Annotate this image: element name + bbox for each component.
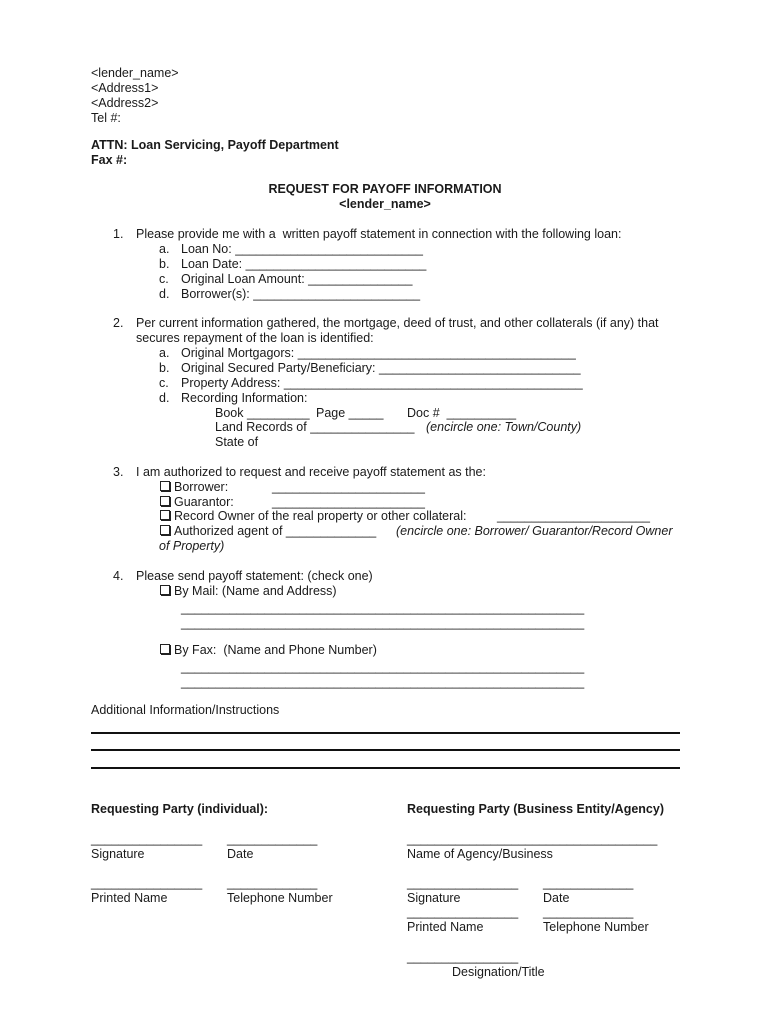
entity-date-label: Date bbox=[543, 891, 570, 905]
designation-line[interactable]: ________________ bbox=[407, 950, 519, 964]
s1-letter-a: a. bbox=[159, 242, 170, 256]
guarantor-label: Guarantor: bbox=[174, 495, 234, 509]
tel-label: Tel #: bbox=[91, 111, 121, 125]
address2-placeholder: <Address2> bbox=[91, 96, 159, 110]
by-fax-option[interactable] bbox=[160, 643, 377, 658]
agency-name-line[interactable]: ____________________________________ bbox=[407, 832, 658, 846]
record-owner-line[interactable]: ______________________ bbox=[497, 509, 650, 523]
land-records-field[interactable]: Land Records of _______________ bbox=[215, 420, 415, 434]
authorized-agent-option[interactable] bbox=[160, 524, 376, 539]
recording-information-label: Recording Information: bbox=[181, 391, 308, 405]
checkbox-icon[interactable] bbox=[160, 525, 170, 535]
s1-letter-b: b. bbox=[159, 257, 170, 271]
individual-printed-name-line[interactable]: ________________ bbox=[91, 876, 203, 890]
guarantor-line[interactable]: ______________________ bbox=[272, 495, 425, 509]
borrower-option[interactable] bbox=[160, 480, 228, 495]
encircle-agent-note: (encircle one: Borrower/ Guarantor/Record Owner bbox=[396, 524, 673, 538]
address1-placeholder: <Address1> bbox=[91, 81, 159, 95]
individual-printed-name-label: Printed Name bbox=[91, 891, 168, 905]
individual-signature-label: Signature bbox=[91, 847, 145, 861]
borrower-label: Borrower: bbox=[174, 480, 229, 494]
encircle-agent-note-cont: of Property) bbox=[159, 539, 225, 553]
s2-letter-a: a. bbox=[159, 346, 170, 360]
additional-info-line-3[interactable] bbox=[91, 767, 680, 769]
secured-party-field[interactable]: Original Secured Party/Beneficiary: _____________________________ bbox=[181, 361, 581, 375]
checkbox-icon[interactable] bbox=[160, 644, 170, 654]
mail-line-2[interactable]: __________________________________________________________ bbox=[181, 616, 585, 630]
page-field[interactable]: Page _____ bbox=[316, 406, 384, 420]
form-subtitle: <lender_name> bbox=[339, 197, 431, 211]
entity-signature-line[interactable]: ________________ bbox=[407, 876, 519, 890]
loan-no-field[interactable]: Loan No: ___________________________ bbox=[181, 242, 423, 256]
s1-letter-d: d. bbox=[159, 287, 170, 301]
s1-letter-c: c. bbox=[159, 272, 169, 286]
property-address-field[interactable]: Property Address: ___________________________________________ bbox=[181, 376, 583, 390]
by-fax-label: By Fax: (Name and Phone Number) bbox=[174, 643, 377, 657]
checkbox-icon[interactable] bbox=[160, 496, 170, 506]
borrowers-field[interactable]: Borrower(s): ________________________ bbox=[181, 287, 421, 301]
s2-letter-d: d. bbox=[159, 391, 170, 405]
section2-number: 2. bbox=[113, 316, 124, 330]
book-field[interactable]: Book _________ bbox=[215, 406, 310, 420]
checkbox-icon[interactable] bbox=[160, 481, 170, 491]
entity-printed-name-line[interactable]: ________________ bbox=[407, 905, 519, 919]
individual-heading: Requesting Party (individual): bbox=[91, 802, 269, 816]
state-of-label: State of bbox=[215, 435, 259, 449]
section3-text: I am authorized to request and receive payoff statement as the: bbox=[136, 465, 486, 479]
additional-info-label: Additional Information/Instructions bbox=[91, 703, 280, 717]
guarantor-option[interactable] bbox=[160, 495, 234, 510]
individual-signature-line[interactable]: ________________ bbox=[91, 832, 203, 846]
additional-info-line-2[interactable] bbox=[91, 749, 680, 751]
encircle-town-county-note: (encircle one: Town/County) bbox=[426, 420, 582, 434]
entity-printed-name-label: Printed Name bbox=[407, 920, 484, 934]
entity-heading: Requesting Party (Business Entity/Agency) bbox=[407, 802, 665, 816]
additional-info-line-1[interactable] bbox=[91, 732, 680, 734]
section2-text-line1: Per current information gathered, the mortgage, deed of trust, and other collaterals (if any) that bbox=[136, 316, 659, 330]
entity-telephone-line[interactable]: _____________ bbox=[543, 905, 634, 919]
doc-field[interactable]: Doc # __________ bbox=[407, 406, 517, 420]
fax-label: Fax #: bbox=[91, 153, 128, 167]
by-mail-label: By Mail: (Name and Address) bbox=[174, 584, 337, 598]
individual-telephone-line[interactable]: _____________ bbox=[227, 876, 318, 890]
section4-text: Please send payoff statement: (check one) bbox=[136, 569, 373, 583]
s2-letter-c: c. bbox=[159, 376, 169, 390]
section3-number: 3. bbox=[113, 465, 124, 479]
entity-date-line[interactable]: _____________ bbox=[543, 876, 634, 890]
mail-line-1[interactable]: __________________________________________________________ bbox=[181, 601, 585, 615]
entity-signature-label: Signature bbox=[407, 891, 461, 905]
fax-line-1[interactable]: __________________________________________________________ bbox=[181, 660, 585, 674]
original-loan-amount-field[interactable]: Original Loan Amount: _______________ bbox=[181, 272, 413, 286]
entity-telephone-label: Telephone Number bbox=[543, 920, 649, 934]
designation-label: Designation/Title bbox=[452, 965, 545, 979]
checkbox-icon[interactable] bbox=[160, 510, 170, 520]
section1-number: 1. bbox=[113, 227, 124, 241]
original-mortgagors-field[interactable]: Original Mortgagors: ________________________________________ bbox=[181, 346, 576, 360]
section1-text: Please provide me with a written payoff statement in connection with the following loan: bbox=[136, 227, 622, 241]
record-owner-option[interactable] bbox=[160, 509, 467, 524]
attn-line: ATTN: Loan Servicing, Payoff Department bbox=[91, 138, 339, 152]
individual-date-line[interactable]: _____________ bbox=[227, 832, 318, 846]
fax-line-2[interactable]: __________________________________________________________ bbox=[181, 675, 585, 689]
section2-text-line2: secures repayment of the loan is identified: bbox=[136, 331, 374, 345]
checkbox-icon[interactable] bbox=[160, 585, 170, 595]
agency-name-label: Name of Agency/Business bbox=[407, 847, 553, 861]
individual-date-label: Date bbox=[227, 847, 254, 861]
s2-letter-b: b. bbox=[159, 361, 170, 375]
by-mail-option[interactable] bbox=[160, 584, 337, 599]
borrower-line[interactable]: ______________________ bbox=[272, 480, 425, 494]
lender-name-placeholder: <lender_name> bbox=[91, 66, 179, 80]
individual-telephone-label: Telephone Number bbox=[227, 891, 333, 905]
loan-date-field[interactable]: Loan Date: __________________________ bbox=[181, 257, 427, 271]
authorized-agent-label: Authorized agent of _____________ bbox=[174, 524, 377, 538]
section4-number: 4. bbox=[113, 569, 124, 583]
form-title: REQUEST FOR PAYOFF INFORMATION bbox=[268, 182, 502, 196]
record-owner-label: Record Owner of the real property or other collateral: bbox=[174, 509, 467, 523]
